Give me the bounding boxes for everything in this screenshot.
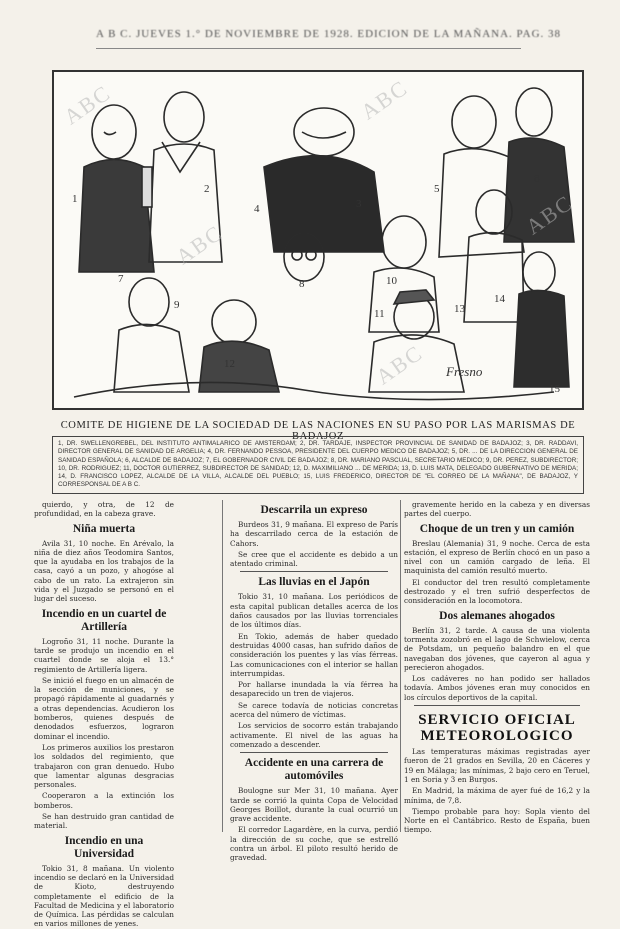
- watermark: ABC: [371, 339, 428, 390]
- article-text: Los primeros auxilios los prestaron los soldados del regimiento, que trabajaron con gran denuedo. Hubo que lamentar algunas desgracias personales.: [34, 742, 174, 790]
- figure-number: 13: [454, 303, 465, 315]
- caricature-illustration: [52, 70, 584, 410]
- headline: Incendio en una Universidad: [64, 834, 144, 860]
- section-heading: SERVICIO OFICIAL METEOROLOGICO: [418, 712, 576, 745]
- article-text: Boulogne sur Mer 31, 10 mañana. Ayer tarde se corrió la quinta Copa de Velocidad Georges Boillot, durante la cual ocurrió un grave accidente.: [230, 786, 398, 824]
- article-text: Cooperaron a la extinción los bomberos.: [34, 791, 174, 810]
- divider: [240, 752, 388, 753]
- headline: Niña muerta: [72, 522, 136, 535]
- figure-number: 4: [254, 203, 260, 215]
- article-text: gravemente herido en la cabeza y en diversas partes del cuerpo.: [404, 500, 590, 519]
- artist-signature: Fresno: [446, 364, 483, 379]
- figure-number: 15: [549, 383, 560, 395]
- article-text: Se han destruido gran cantidad de material.: [34, 812, 174, 831]
- article-text: Tokio 31, 8 mañana. Un violento incendio se declaró en la Universidad de Kioto, destruyendo completamente el edificio de la Facultad de Medicina y el laboratorio de Química. Las pérdidas se calculan en varios millones de yenes.: [34, 863, 174, 929]
- article-text: Se inició el fuego en un almacén de la sección de municiones, y se propagó rápidamente al guadarnés y a otras dependencias. Acudieron los bomberos, quienes después de denodados esfuerzos, lograron dominar el incendio.: [34, 675, 174, 741]
- figure-number: 2: [204, 183, 210, 195]
- article-text: Se cree que el accidente es debido a un atentado criminal.: [230, 549, 398, 569]
- divider: [240, 571, 388, 572]
- watermark: ABC: [356, 74, 413, 125]
- figure-number: 1: [72, 193, 78, 205]
- article-text: Las temperaturas máximas registradas ayer fueron de 21 grados en Sevilla, 20 en Cáceres y 19 en Málaga; las mínimas, 2 bajo cero en Teruel, 1 en Soria y 3 en Burgos.: [404, 747, 590, 784]
- article-text: Los cadáveres no han podido ser hallados todavía. Ambos jóvenes eran muy conocidos en los círculos deportivos de la capital.: [404, 674, 590, 702]
- article-text: Tiempo probable para hoy: Sopla viento del Norte en el Cantábrico. Resto de España, buen tiempo.: [404, 806, 590, 835]
- article-text: Tokio 31, 10 mañana. Los periódicos de esta capital publican detalles acerca de los daños causados por las lluvias torrenciales de los últimos días.: [230, 592, 398, 630]
- article-text: Avila 31, 10 noche. En Arévalo, la niña de diez años Teodomira Santos, que la ayudaba en los trabajos de la casa, cayó a un pozo, y ahogóse al cabo de un rato. La extrajeron sin vida y el Juzgado se personó en el lugar del suceso.: [34, 538, 174, 604]
- figure-number: 7: [118, 273, 124, 285]
- article-text: Logroño 31, 11 noche. Durante la tarde se produjo un incendio en el cuartel donde se aloja el 13.° regimiento de Artillería ligera.: [34, 636, 174, 674]
- news-column-3: [404, 500, 590, 835]
- figure-number: 11: [374, 308, 385, 320]
- figure-number: 14: [494, 293, 505, 305]
- article-text: quierdo, y otra, de 12 de profundidad, en la cabeza grave.: [34, 500, 174, 519]
- article-text: En Tokio, además de haber quedado destruidas 4000 casas, han sufrido daños de consideración los puentes y las vías férreas. Las comunicaciones con el interior se hallan interrumpidas.: [230, 631, 398, 678]
- article-text: El conductor del tren resultó completamente destrozado y el tren sufrió desperfectos de consideración en la locomotora.: [404, 577, 590, 606]
- figure-number: 12: [224, 358, 235, 370]
- news-column-2: [230, 500, 398, 863]
- article-text: Berlín 31, 2 tarde. A causa de una violenta tormenta zozobró en el lago de Schwielow, cerca de Potsdam, un pequeño balandro en el que navegaban dos jóvenes, que cayeron al agua y perecieron ahogados.: [404, 625, 590, 672]
- figure-number: 8: [299, 278, 305, 290]
- article-text: Burdeos 31, 9 mañana. El expreso de París ha descarrilado cerca de la estación de Cahors.: [230, 520, 398, 548]
- article-text: Por hallarse inundada la vía férrea ha desaparecido un tren de viajeros.: [230, 680, 398, 699]
- caption-text: 1, DR. SWELLENGREBEL, DEL INSTITUTO ANTIMALARICO DE AMSTERDAM; 2, DR. TARDAJE, INSPECTOR PROVINCIAL DE SANIDAD DE BADAJOZ; 3, DR. RADDAVI, DIRECTOR GENERAL DE SANIDAD DE ARGELIA; 4, DR. FERNANDO PESSOA, PRESIDENTE DEL CUERPO MEDICO DE BADAJOZ; 5, DR. ... DE LA DIRECCION GENERAL DE SANIDAD ESPAÑOLA; 6, ALCALDE DE BADAJOZ; 7, EL GOBERNADOR CIVIL DE BADAJOZ; 8, DR. MARIANO PASCUAL, SECRETARIO MEDICO; 9, DR. PEREZ, SUBDIRECTOR; 10, DR. RODRIGUEZ; 11, DOCTOR GUTIERREZ, SUBDIRECTOR DE SANIDAD; 12, D. MAXIMILIANO ... DE MERIDA; 13, D. LUIS MATA, DELEGADO GUBERNATIVO DE MERIDA; 14, D. FRANCISCO LOPEZ, ALCALDE DE LA VILLA, ALCALDE DEL PUEBLO; 15, LUIS FREDERICO, DIRECTOR DE "EL CORREO DE LA MAÑANA", DE BADAJOZ, Y CORRESPONSAL DE A B C.: [52, 436, 584, 494]
- article-text: En Madrid, la máxima de ayer fué de 16,2 y la mínima, de 7,8.: [404, 786, 590, 805]
- figure-number: 6: [534, 173, 540, 185]
- watermark: ABC: [59, 79, 116, 130]
- figure-number: 3: [356, 198, 362, 210]
- watermark: ABC: [521, 189, 578, 240]
- headline: Accidente en una carrera de automóviles: [244, 757, 384, 783]
- article-text: Los servicios de socorro están trabajando activamente. El nivel de las aguas ha comenzado a descender.: [230, 721, 398, 749]
- headline: Choque de un tren y un camión: [419, 522, 575, 535]
- headline: Dos alemanes ahogados: [439, 609, 555, 622]
- article-text: Breslau (Alemania) 31, 9 noche. Cerca de esta estación, el expreso de Berlín chocó en un paso a nivel con un camión cargado de leña. El maquinista del camión resultó muerto.: [404, 538, 590, 576]
- figure-number: 5: [434, 183, 440, 195]
- masthead: A B C. JUEVES 1.° DE NOVIEMBRE DE 1928. EDICION DE LA MAÑANA. PAG. 38: [96, 28, 562, 40]
- article-text: Se carece todavía de noticias concretas acerca del número de víctimas.: [230, 700, 398, 720]
- headline: Las lluvias en el Japón: [258, 576, 370, 589]
- masthead-rule: [96, 48, 521, 49]
- article-text: El corredor Lagardère, en la curva, perdió la dirección de su coche, que se estrelló contra un árbol. El piloto resultó herido de gravedad.: [230, 825, 398, 863]
- figure-number: 9: [174, 299, 180, 311]
- column-rule: [222, 500, 223, 832]
- headline: Descarrila un expreso: [260, 504, 368, 516]
- watermark: ABC: [171, 219, 228, 270]
- divider: [414, 705, 580, 706]
- news-column-1: [34, 500, 174, 929]
- column-rule: [400, 500, 401, 832]
- caption-title: COMITE DE HIGIENE DE LA SOCIEDAD DE LAS NACIONES EN SU PASO POR LAS MARISMAS DE BADAJOZ: [60, 420, 576, 442]
- headline: Incendio en un cuartel de Artillería: [41, 607, 167, 633]
- figure-number: 10: [386, 275, 397, 287]
- caricature-drawing: [54, 72, 586, 412]
